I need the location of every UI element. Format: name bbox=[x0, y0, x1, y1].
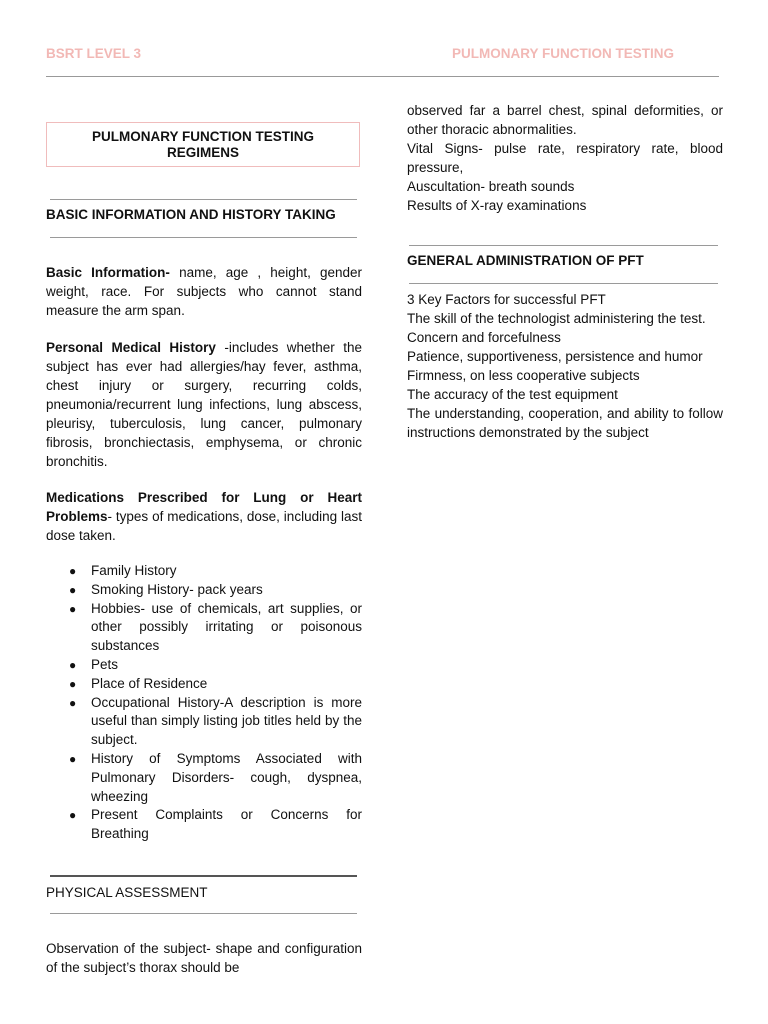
bullet-icon: ● bbox=[69, 695, 77, 710]
section2-top-divider bbox=[50, 875, 357, 877]
list-item: ● Place of Residence bbox=[46, 675, 362, 694]
bullet-icon: ● bbox=[69, 751, 77, 766]
bullet-icon: ● bbox=[69, 564, 77, 578]
bullet-icon: ● bbox=[69, 582, 77, 597]
text-line: 3 Key Factors for successful PFT bbox=[407, 292, 606, 307]
text-line: The understanding, cooperation, and ability to follow instructions demonstrated by the subject bbox=[407, 406, 723, 440]
bullet-icon: ● bbox=[69, 601, 77, 616]
section1-bottom-divider bbox=[50, 237, 357, 238]
text-line: Concern and forcefulness bbox=[407, 330, 561, 345]
basic-information-text: name, age , height, gender weight, race. For subjects who cannot stand measure the arm span. bbox=[46, 265, 363, 318]
continued-assessment-text bbox=[407, 101, 723, 215]
header-divider bbox=[46, 76, 719, 77]
text-line: Patience, supportiveness, persistence and humor bbox=[407, 349, 703, 364]
medical-history-label: Personal Medical History bbox=[46, 340, 216, 355]
basic-information-paragraph bbox=[46, 263, 362, 320]
key-factors-text bbox=[407, 290, 723, 442]
medications-label: Medications Prescribed for Lung or Heart Problems bbox=[46, 490, 362, 524]
text-line: Vital Signs- pulse rate, respiratory rate, blood pressure, bbox=[407, 141, 723, 175]
text-line: observed far a barrel chest, spinal deformities, or other thoracic abnormalities. bbox=[407, 103, 723, 137]
pft-section-bottom-divider bbox=[409, 283, 718, 284]
header-subject-title: PULMONARY FUNCTION TESTING bbox=[452, 46, 674, 61]
bullet-icon: ● bbox=[69, 808, 77, 823]
list-item: ● Pets bbox=[46, 656, 362, 675]
document-title-box bbox=[46, 122, 360, 167]
list-item: ● Hobbies- use of chemicals, art supplies, or other possibly irritating or poisonous substances bbox=[69, 600, 362, 654]
document-title-line2: REGIMENS bbox=[166, 145, 239, 160]
pft-section-top-divider bbox=[409, 245, 718, 246]
section2-heading: PHYSICAL ASSESSMENT bbox=[46, 885, 208, 900]
medical-history-paragraph bbox=[46, 338, 362, 471]
bullet-icon: ● bbox=[69, 657, 77, 672]
text-line: The skill of the technologist administering the test. bbox=[407, 311, 706, 326]
document-title-line1: PULMONARY FUNCTION TESTING bbox=[92, 129, 314, 144]
section1-top-divider bbox=[50, 199, 357, 200]
history-bullet-list bbox=[46, 562, 362, 844]
list-item: ● Occupational History-A description is more useful than simply listing job titles held by the subject. bbox=[69, 694, 362, 748]
pft-section-heading: GENERAL ADMINISTRATION OF PFT bbox=[407, 253, 644, 268]
text-line: Firmness, on less cooperative subjects bbox=[407, 368, 640, 383]
list-item: ● Present Complaints or Concerns for Breathing bbox=[69, 807, 362, 842]
medications-paragraph bbox=[46, 488, 362, 545]
section2-bottom-divider bbox=[50, 913, 357, 914]
text-line: Auscultation- breath sounds bbox=[407, 179, 575, 194]
list-item: ● Family History bbox=[46, 562, 362, 581]
section1-heading: BASIC INFORMATION AND HISTORY TAKING bbox=[46, 207, 336, 222]
medications-text: - types of medications, dose, including last dose taken. bbox=[46, 509, 362, 543]
observation-paragraph: Observation of the subject- shape and configuration of the subject’s thorax should be bbox=[46, 941, 362, 975]
list-item: ● Smoking History- pack years bbox=[46, 581, 362, 600]
text-line: The accuracy of the test equipment bbox=[407, 387, 618, 402]
basic-information-label: Basic Information- bbox=[46, 265, 170, 280]
medical-history-text: -includes whether the subject has ever had allergies/hay fever, asthma, chest injury or surgery, recurring colds, pneumonia/recurrent lung infections, lung abscess, pleurisy, tuberculosis, lung cancer, pulmonary fibrosis, bronchiectasis, emphysema, or chronic bronchitis. bbox=[46, 340, 362, 469]
header-course-level: BSRT LEVEL 3 bbox=[46, 46, 142, 61]
list-item: ● History of Symptoms Associated with Pulmonary Disorders- cough, dyspnea, wheezing bbox=[69, 750, 362, 804]
text-line: Results of X-ray examinations bbox=[407, 198, 587, 213]
bullet-icon: ● bbox=[69, 676, 77, 691]
